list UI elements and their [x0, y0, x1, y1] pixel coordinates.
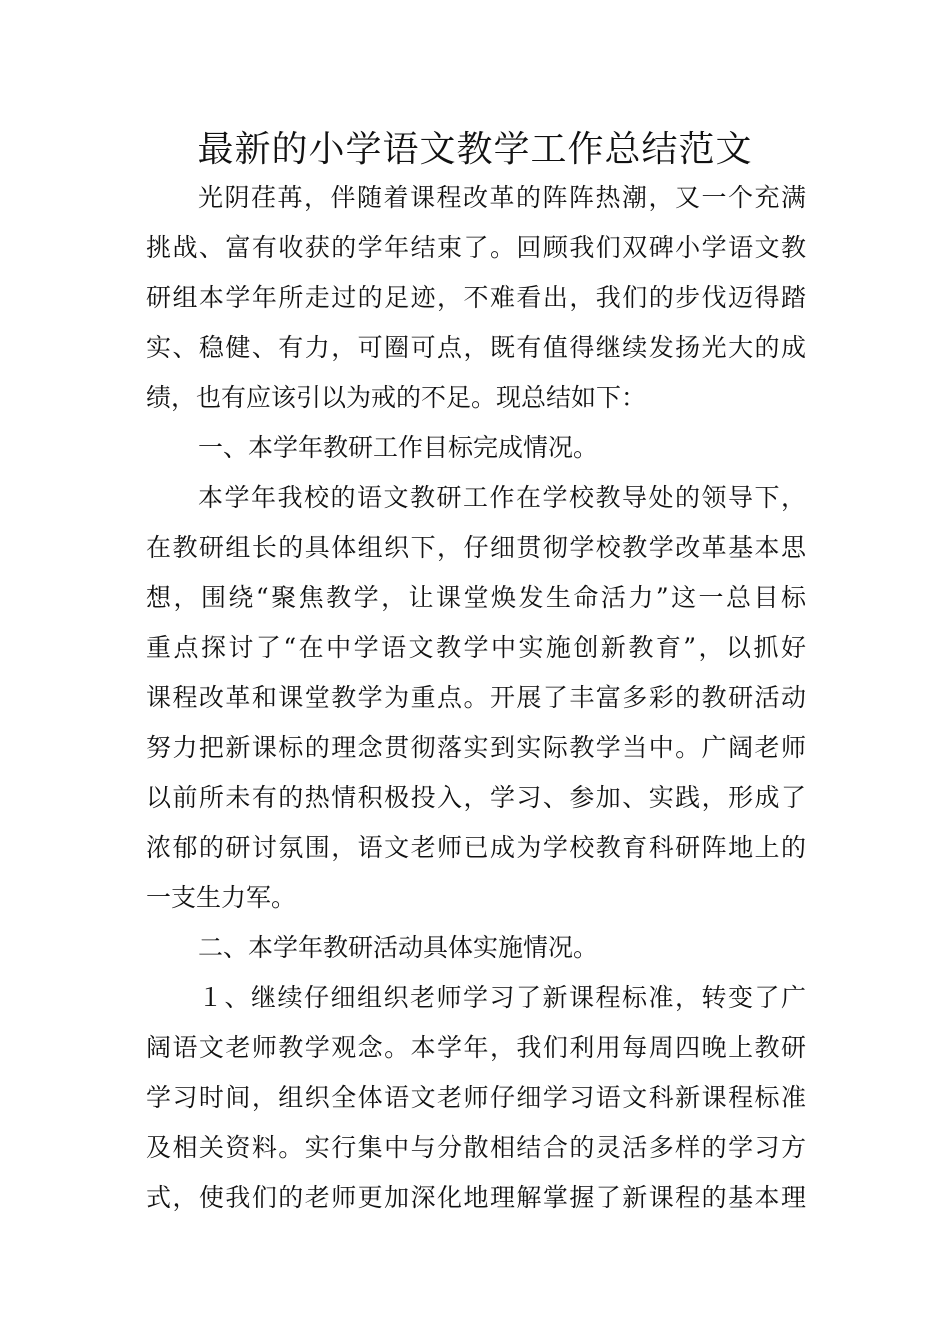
text-line: 阔语文老师教学观念。本学年，我们利用每周四晚上教研	[146, 1033, 806, 1062]
text-line: 学习时间，组织全体语文老师仔细学习语文科新课程标准	[146, 1083, 806, 1112]
text-line: １、继续仔细组织老师学习了新课程标准，转变了广	[198, 983, 806, 1012]
text-line: 研组本学年所走过的足迹，不难看出，我们的步伐迈得踏	[146, 283, 806, 312]
text-line: 以前所未有的热情积极投入，学习、参加、实践，形成了	[146, 783, 806, 812]
text-line: 本学年我校的语文教研工作在学校教导处的领导下，	[198, 483, 806, 512]
text-line: 课程改革和课堂教学为重点。开展了丰富多彩的教研活动	[146, 683, 806, 712]
document-body	[146, 173, 806, 1223]
text-line: 在教研组长的具体组织下，仔细贯彻学校教学改革基本思	[146, 533, 806, 562]
text-line: 二、本学年教研活动具体实施情况。	[198, 933, 599, 962]
text-line: 一支生力军。	[146, 883, 297, 912]
text-line: 光阴荏苒，伴随着课程改革的阵阵热潮，又一个充满	[198, 183, 806, 212]
text-line: 式，使我们的老师更加深化地理解掌握了新课程的基本理	[146, 1183, 806, 1212]
text-line: 一、本学年教研工作目标完成情况。	[198, 433, 599, 462]
text-line: 及相关资料。实行集中与分散相结合的灵活多样的学习方	[146, 1133, 806, 1162]
text-line: 努力把新课标的理念贯彻落实到实际教学当中。广阔老师	[146, 733, 806, 762]
text-line: 想，围绕“聚焦教学，让课堂焕发生命活力”这一总目标	[146, 583, 806, 612]
text-line: 实、稳健、有力，可圈可点，既有值得继续发扬光大的成	[146, 333, 806, 362]
text-line: 浓郁的研讨氛围，语文老师已成为学校教育科研阵地上的	[146, 833, 806, 862]
text-line: 重点探讨了“在中学语文教学中实施创新教育”，以抓好	[146, 633, 806, 662]
text-line: 绩，也有应该引以为戒的不足。现总结如下：	[146, 383, 647, 412]
document-title: 最新的小学语文教学工作总结范文	[197, 129, 753, 170]
text-line: 挑战、富有收获的学年结束了。回顾我们双碑小学语文教	[146, 233, 806, 262]
